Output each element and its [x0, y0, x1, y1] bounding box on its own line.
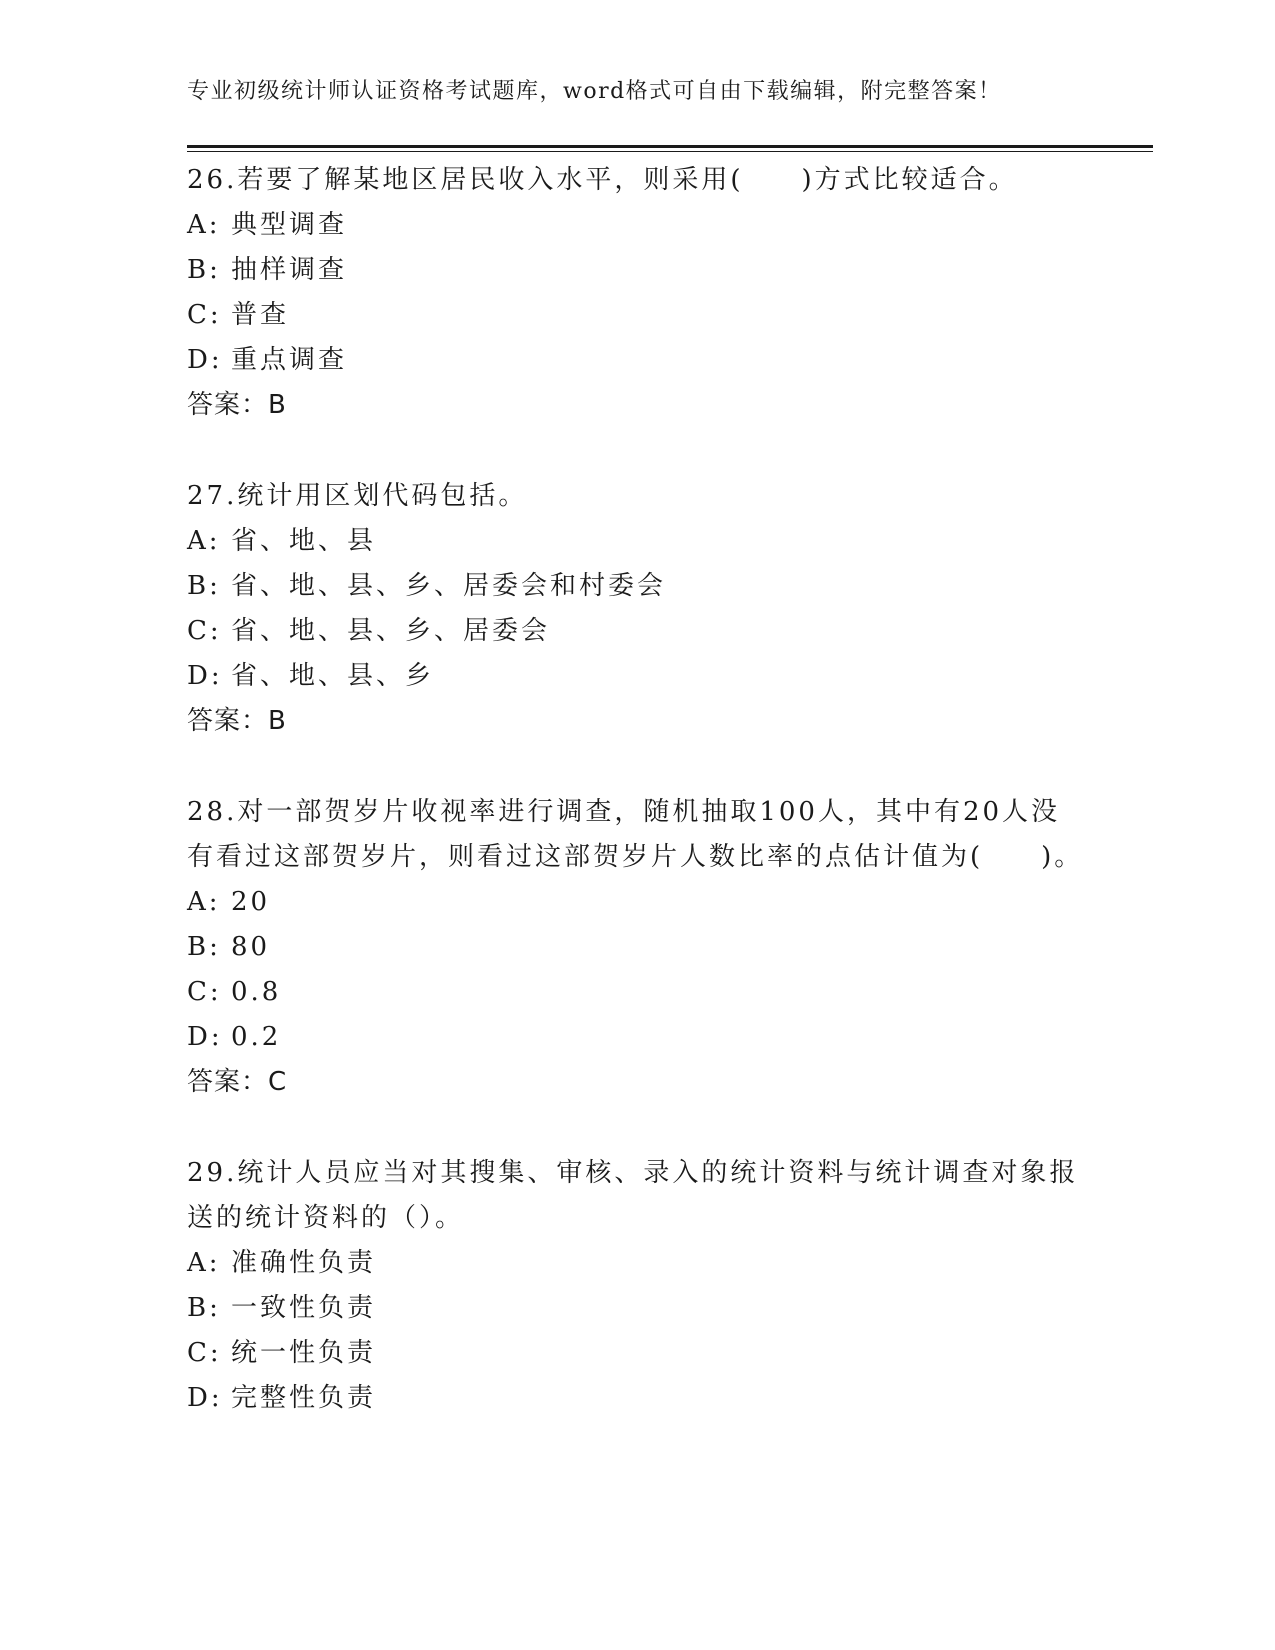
question-text: 28.对一部贺岁片收视率进行调查，随机抽取100人，其中有20人没有看过这部贺岁片，则看过这部贺岁片人数比率的点估计值为( )。	[187, 797, 1084, 872]
option-c	[187, 609, 1087, 654]
option-text: 省、地、县、乡	[231, 661, 435, 691]
question-26	[187, 158, 1087, 428]
option-text: 重点调查	[231, 345, 348, 375]
option-a	[187, 203, 1087, 248]
option-d	[187, 1376, 1087, 1421]
option-b	[187, 1286, 1087, 1331]
option-text: 20	[231, 887, 271, 917]
option-c	[187, 293, 1087, 338]
option-text: 普查	[231, 300, 290, 330]
option-text: 典型调查	[231, 210, 348, 240]
page-header: 专业初级统计师认证资格考试题库，word格式可自由下载编辑，附完整答案！	[187, 79, 1002, 104]
question-28	[187, 790, 1087, 1105]
option-text: 省、地、县	[231, 526, 377, 556]
option-key: D:	[187, 345, 223, 375]
option-text: 省、地、县、乡、居委会	[231, 616, 551, 646]
header-rule-thick	[187, 145, 1153, 148]
option-d	[187, 338, 1087, 383]
option-key: D:	[187, 1022, 223, 1052]
option-text: 抽样调查	[231, 255, 348, 285]
option-key: B:	[187, 571, 221, 601]
option-key: C:	[187, 977, 222, 1007]
option-key: C:	[187, 300, 222, 330]
option-b	[187, 248, 1087, 293]
question-text: 27.统计用区划代码包括。	[187, 481, 528, 511]
option-text: 0.2	[231, 1022, 282, 1052]
option-text: 80	[231, 932, 271, 962]
option-key: A:	[187, 1248, 221, 1278]
option-key: B:	[187, 932, 221, 962]
question-29	[187, 1151, 1087, 1421]
question-list	[187, 158, 1087, 1467]
option-text: 统一性负责	[231, 1338, 377, 1368]
header-rule-thin	[187, 151, 1153, 152]
option-key: A:	[187, 210, 221, 240]
answer: 答案：B	[187, 706, 287, 736]
option-key: A:	[187, 887, 221, 917]
option-a	[187, 519, 1087, 564]
option-d	[187, 654, 1087, 699]
option-text: 完整性负责	[231, 1383, 377, 1413]
question-text: 29.统计人员应当对其搜集、审核、录入的统计资料与统计调查对象报送的统计资料的（）。	[187, 1158, 1079, 1233]
option-key: D:	[187, 1383, 223, 1413]
option-text: 一致性负责	[231, 1293, 377, 1323]
option-c	[187, 1331, 1087, 1376]
answer: 答案：C	[187, 1067, 288, 1097]
option-key: B:	[187, 255, 221, 285]
option-key: C:	[187, 1338, 222, 1368]
option-key: C:	[187, 616, 222, 646]
option-text: 0.8	[231, 977, 282, 1007]
option-text: 省、地、县、乡、居委会和村委会	[231, 571, 667, 601]
question-27	[187, 474, 1087, 744]
option-b	[187, 564, 1087, 609]
option-a	[187, 880, 1087, 925]
question-text: 26.若要了解某地区居民收入水平，则采用( )方式比较适合。	[187, 165, 1018, 195]
option-a	[187, 1241, 1087, 1286]
option-key: A:	[187, 526, 221, 556]
option-b	[187, 925, 1087, 970]
answer: 答案：B	[187, 390, 287, 420]
option-key: B:	[187, 1293, 221, 1323]
option-key: D:	[187, 661, 223, 691]
option-d	[187, 1015, 1087, 1060]
option-text: 准确性负责	[231, 1248, 377, 1278]
option-c	[187, 970, 1087, 1015]
